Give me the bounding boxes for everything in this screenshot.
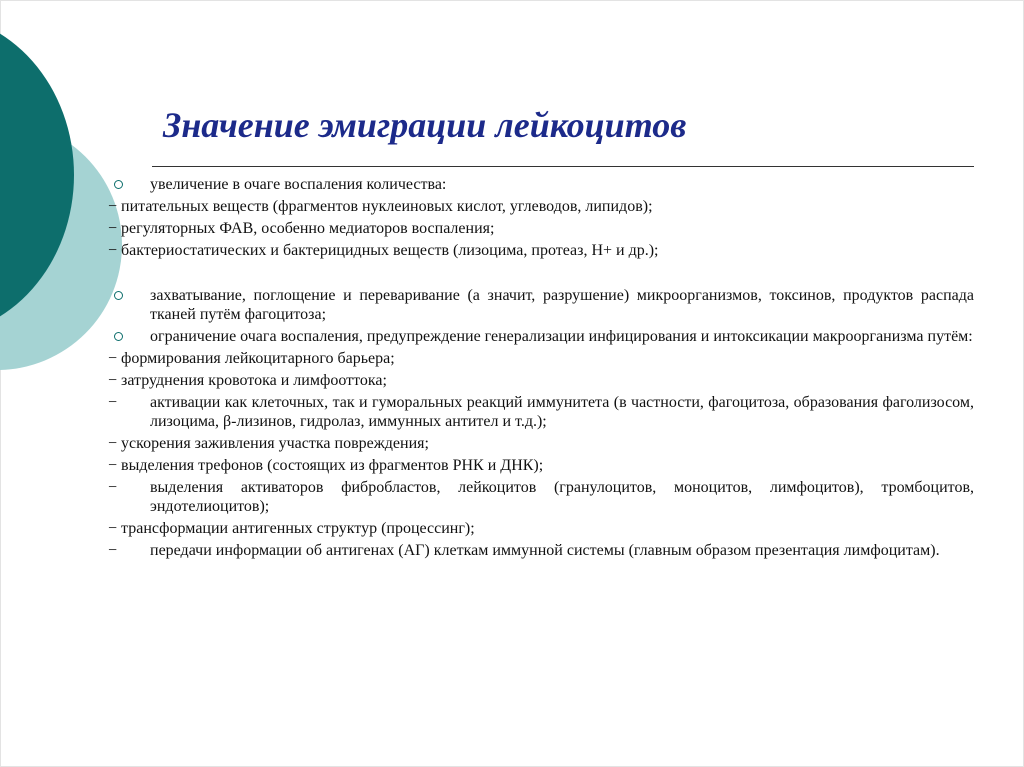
list-item-bullet: увеличение в очаге воспаления количества: [108, 175, 974, 194]
list-item-dash: − выделения активаторов фибробластов, лейкоцитов (гранулоцитов, моноцитов, лимфоцитов), тромбоцитов, эндотелиоцитов); [108, 478, 974, 516]
list-item-bullet: ограничение очага воспаления, предупреждение генерализации инфицирования и интоксикации макроорганизма путём: [108, 327, 974, 346]
list-item-dash: − активации как клеточных, так и гуморальных реакций иммунитета (в частности, фагоцитоза, образования фаголизосом, лизоцима, β-лизинов, гидролаз, иммунных антител и т.д.); [108, 393, 974, 431]
list-item-dash: − регуляторных ФАВ, особенно медиаторов воспаления; [108, 220, 495, 237]
list-item-bullet: захватывание, поглощение и переваривание (а значит, разрушение) микроорганизмов, токсинов, продуктов распада тканей путём фагоцитоза; [108, 286, 974, 324]
title-underline [152, 166, 974, 167]
list-item-dash: − трансформации антигенных структур (процессинг); [108, 520, 475, 537]
slide-title: Значение эмиграции лейкоцитов [163, 105, 687, 145]
list-item-dash: − выделения трефонов (состоящих из фрагментов РНК и ДНК); [108, 457, 544, 474]
list-item-dash: − передачи информации об антигенах (АГ) клеткам иммунной системы (главным образом презентация лимфоцитам). [108, 541, 974, 560]
list-item-dash: − питательных веществ (фрагментов нуклеиновых кислот, углеводов, липидов); [108, 198, 653, 215]
list-item-dash: − ускорения заживления участка повреждения; [108, 435, 429, 452]
list-item-dash: − бактериостатических и бактерицидных веществ (лизоцима, протеаз, H+ и др.); [108, 242, 659, 259]
slide-content [108, 175, 974, 563]
list-item-dash: − затруднения кровотока и лимфооттока; [108, 372, 387, 389]
list-item-dash: − формирования лейкоцитарного барьера; [108, 350, 395, 367]
